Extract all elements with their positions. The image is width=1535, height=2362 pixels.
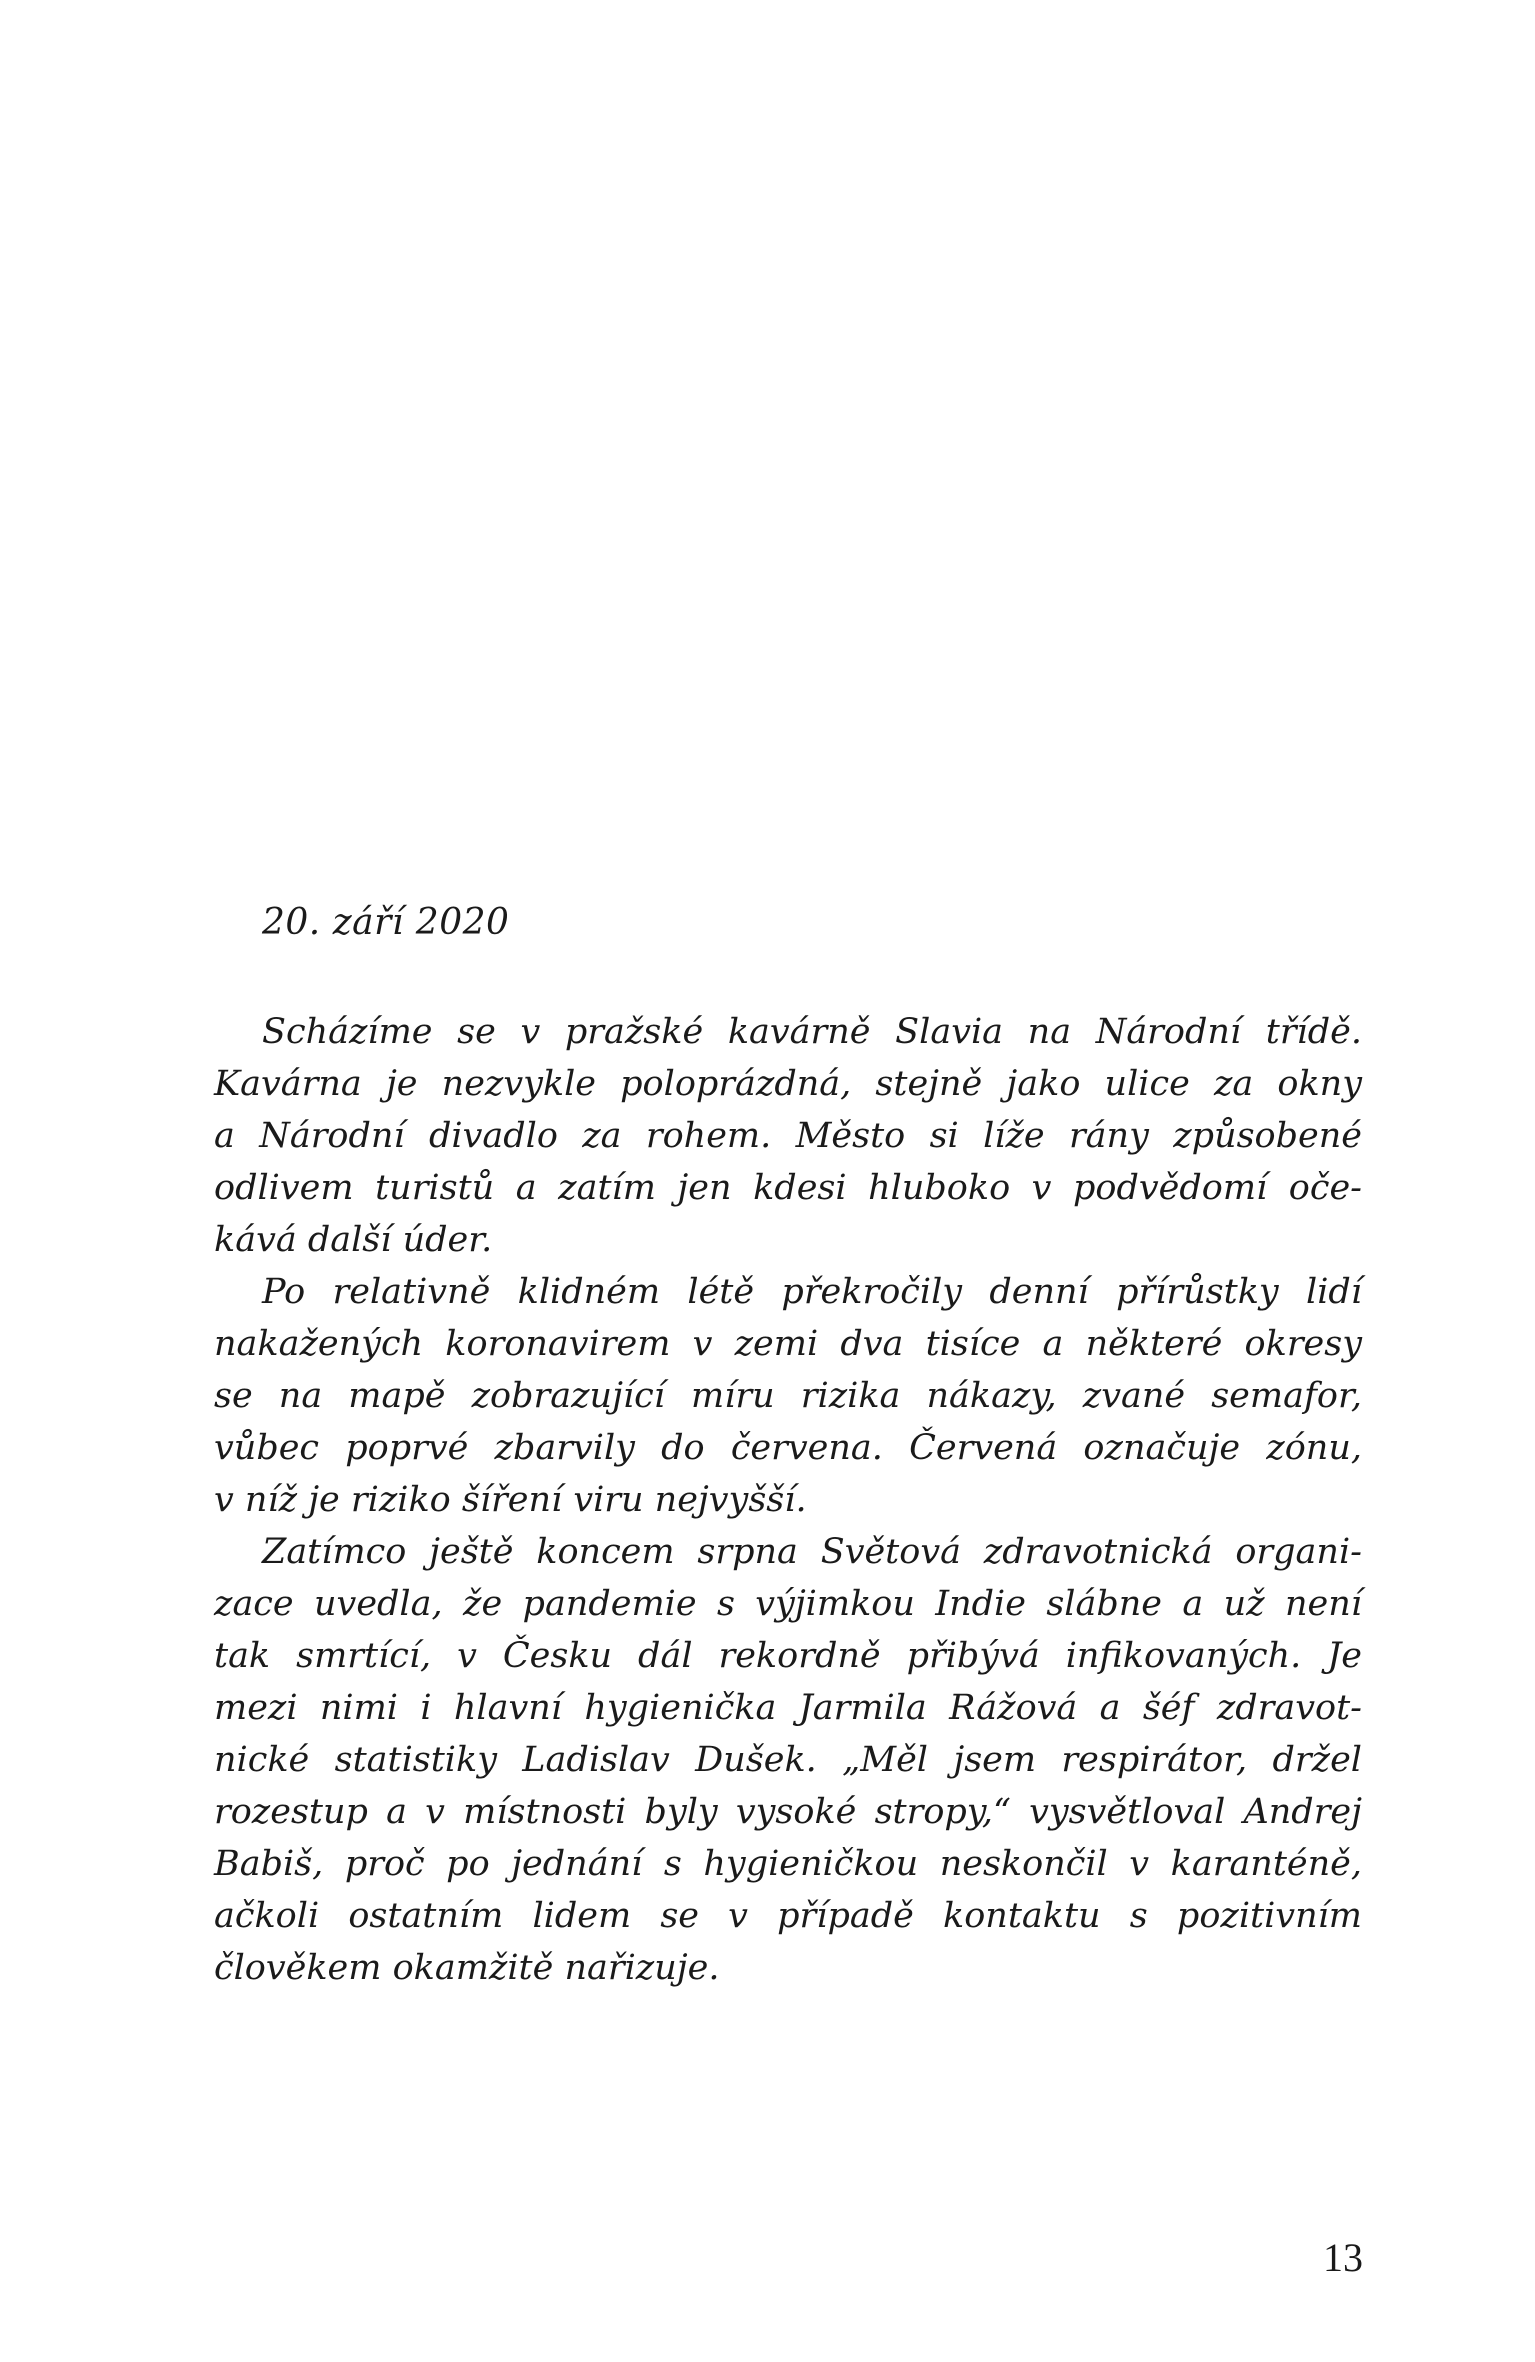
text-line: a Národní divadlo za rohem. Město si líže rány způsobené <box>214 1116 1362 1156</box>
text-line: Babiš, proč po jednání s hygieničkou neskončil v karanténě, <box>214 1844 1362 1884</box>
text-line: Zatímco ještě koncem srpna Světová zdravotnická organi- <box>262 1532 1362 1572</box>
body-text <box>214 1006 1362 1994</box>
text-line: odlivem turistů a zatím jen kdesi hluboko v podvědomí oče- <box>214 1168 1362 1208</box>
text-line: člověkem okamžitě nařizuje. <box>214 1948 720 1988</box>
chapter-date: 20. září 2020 <box>262 902 510 943</box>
text-line: Po relativně klidném létě překročily denní přírůstky lidí <box>262 1272 1362 1312</box>
page-number: 13 <box>1323 2235 1363 2280</box>
text-line: vůbec poprvé zbarvily do červena. Červená označuje zónu, <box>214 1428 1362 1468</box>
text-line: ačkoli ostatním lidem se v případě kontaktu s pozitivním <box>214 1896 1362 1936</box>
text-line: nakažených koronavirem v zemi dva tisíce a některé okresy <box>214 1324 1362 1364</box>
text-line: mezi nimi i hlavní hygienička Jarmila Rážová a šéf zdravot- <box>214 1688 1362 1728</box>
text-line: zace uvedla, že pandemie s výjimkou Indie slábne a už není <box>214 1584 1362 1624</box>
text-line: Scházíme se v pražské kavárně Slavia na Národní třídě. <box>262 1012 1362 1052</box>
text-line: rozestup a v místnosti byly vysoké stropy,“ vysvětloval Andrej <box>214 1792 1362 1832</box>
text-line: tak smrtící, v Česku dál rekordně přibývá infikovaných. Je <box>214 1636 1362 1676</box>
text-line: kává další úder. <box>214 1220 493 1260</box>
text-line: se na mapě zobrazující míru rizika nákazy, zvané semafor, <box>214 1376 1362 1416</box>
text-line: v níž je riziko šíření viru nejvyšší. <box>214 1480 807 1520</box>
text-line: nické statistiky Ladislav Dušek. „Měl jsem respirátor, držel <box>214 1740 1362 1780</box>
text-line: Kavárna je nezvykle poloprázdná, stejně jako ulice za okny <box>214 1064 1362 1104</box>
